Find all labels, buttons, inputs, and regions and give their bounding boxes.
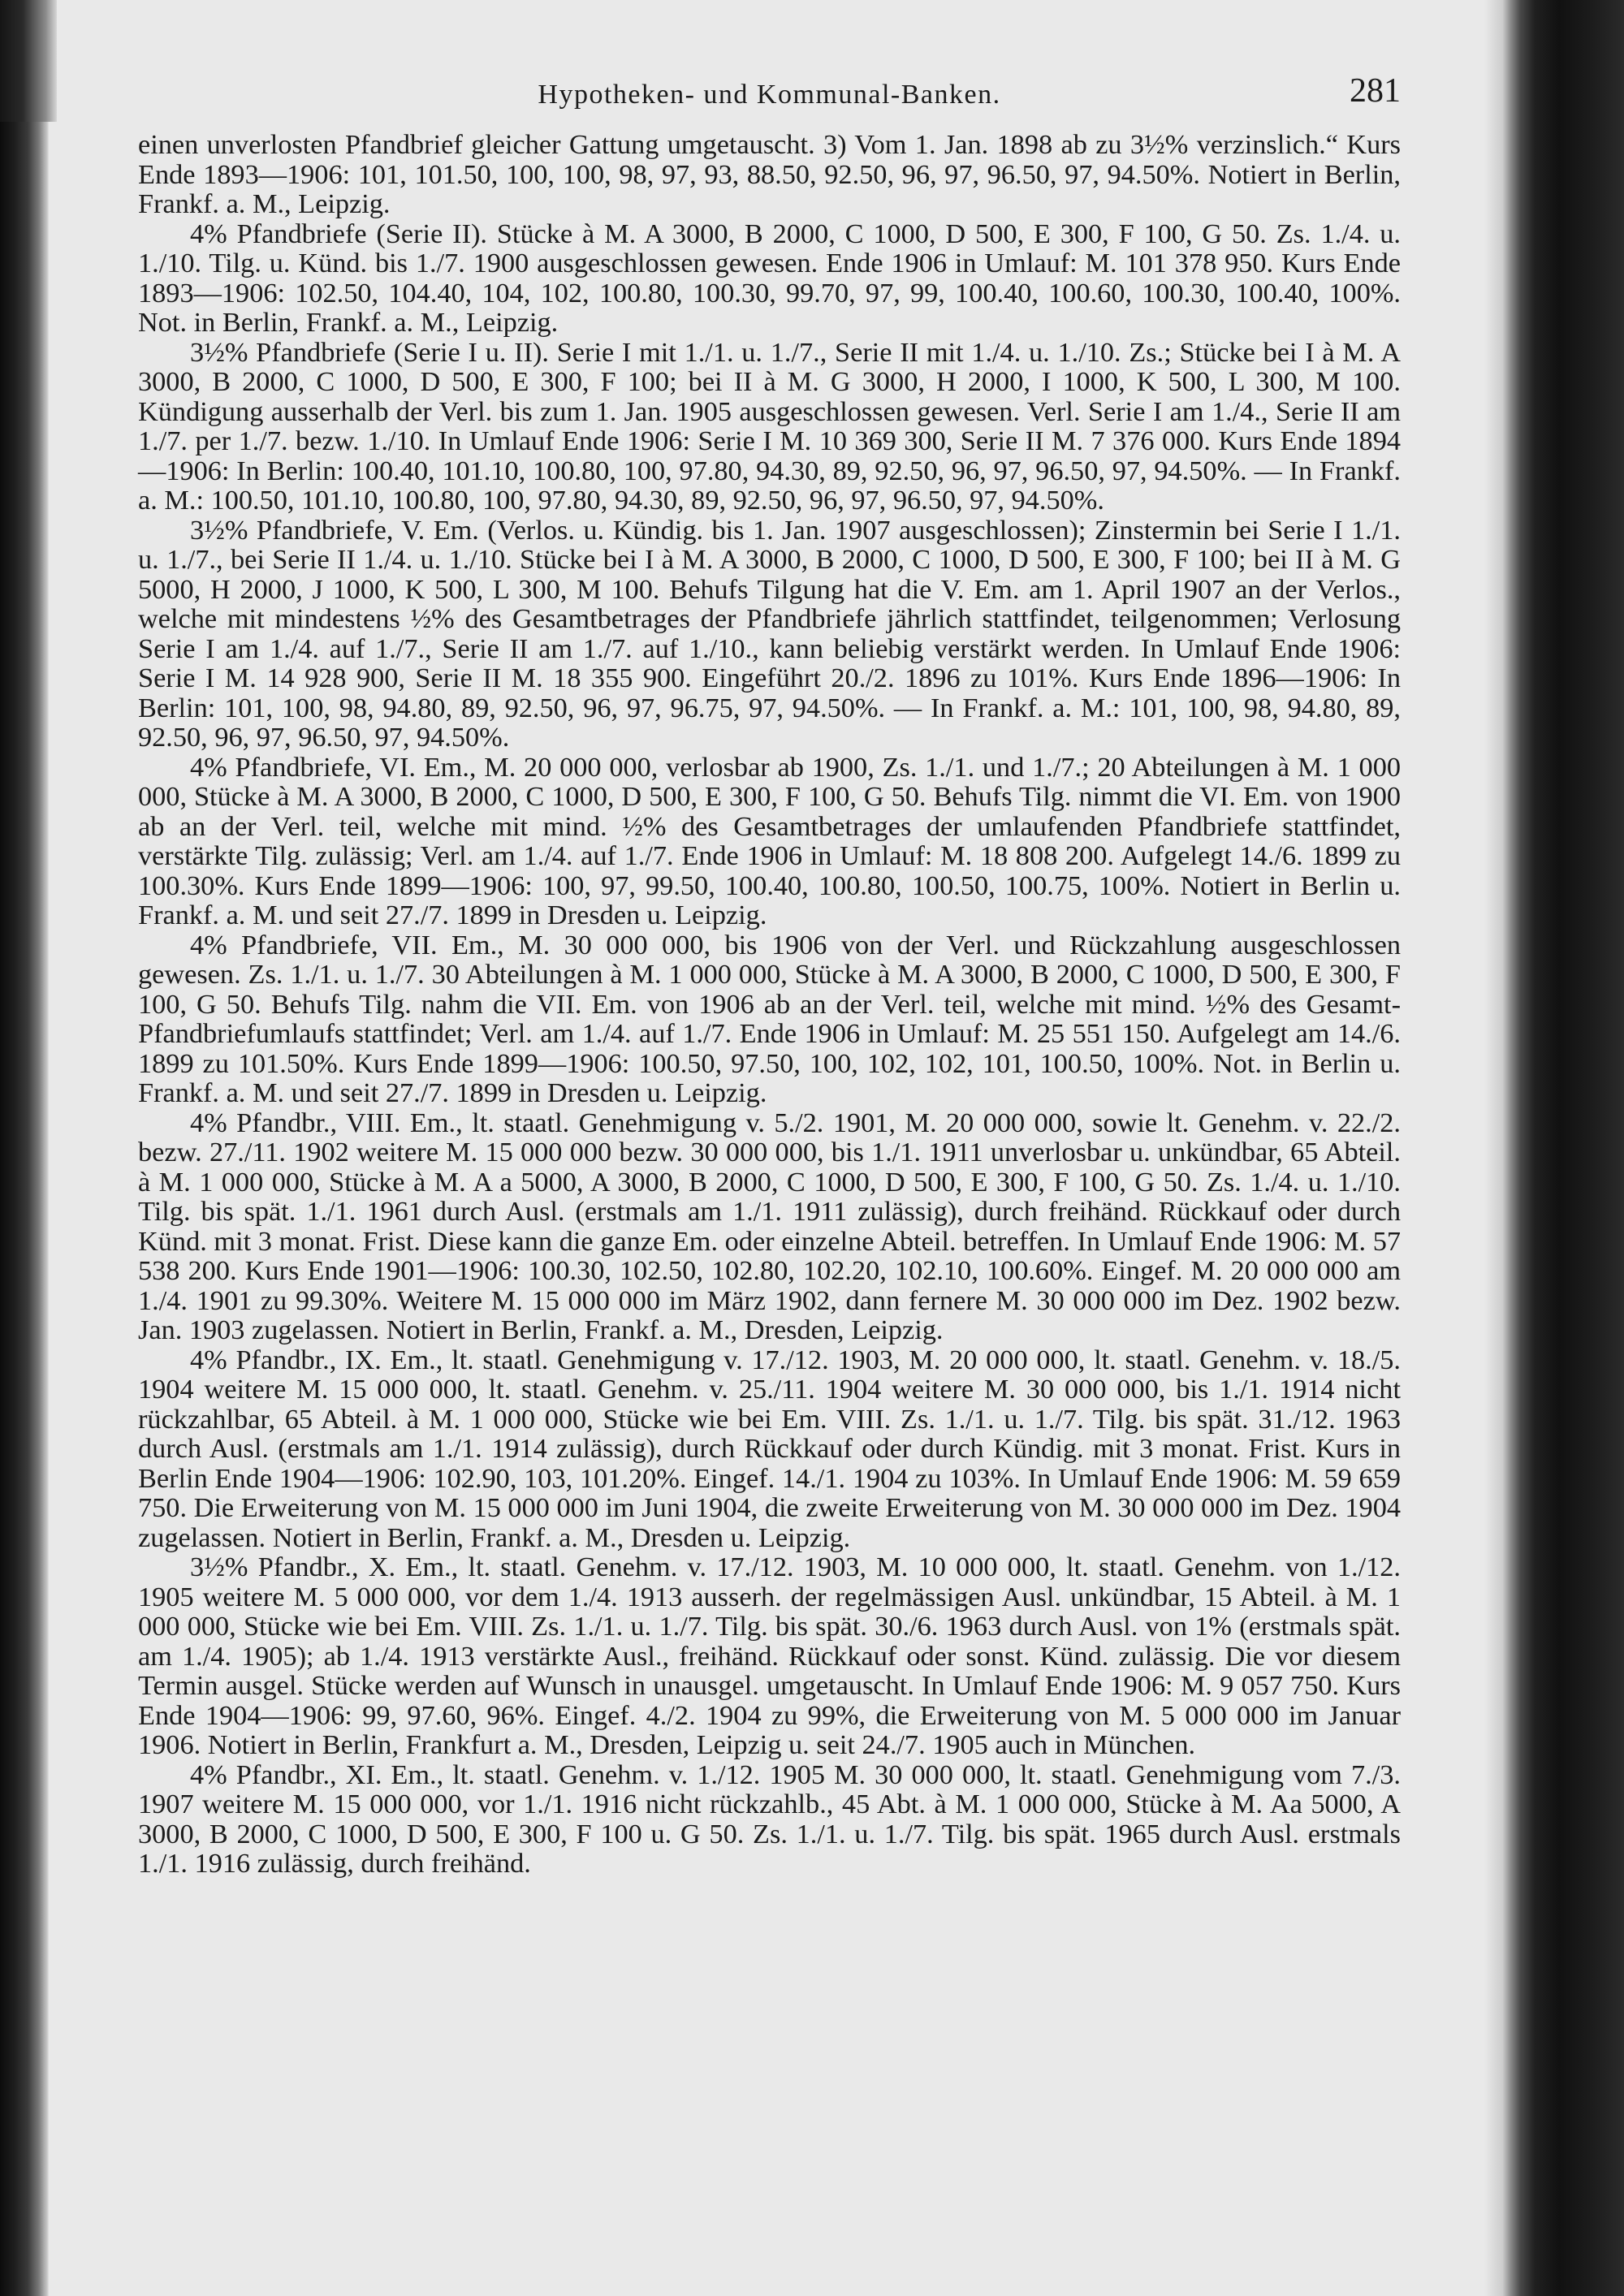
paragraph-pfandbr-em-8: 4% Pfandbr., VIII. Em., lt. staatl. Genehmigung v. 5./2. 1901, M. 20 000 000, sowie lt. Genehm. v. 22./2. bezw. 27./11. 1902 weitere M. 15 000 000 bezw. 30 000 000, bis 1./1. 1911 unverlosbar u. unkündbar, 65 Abteil. à M. 1 000 000, Stücke à M. A a 5000, A 3000, B 2000, C 1000, D 500, E 300, F 100, G 50. Zs. 1./4. u. 1./10. Tilg. bis spät. 1./1. 1961 durch Ausl. (erstmals am 1./1. 1911 zulässig), durch freihänd. Rückkauf oder durch Künd. mit 3 monat. Frist. Diese kann die ganze Em. oder einzelne Abteil. betreffen. In Umlauf Ende 1906: M. 57 538 200. Kurs Ende 1901—1906: 100.30, 102.50, 102.80, 102.20, 102.10, 100.60%. Eingef. M. 20 000 000 am 1./4. 1901 zu 99.30%. Weitere M. 15 000 000 im März 1902, dann fernere M. 30 000 000 im Dez. 1902 bezw. Jan. 1903 zugelassen. Notiert in Berlin, Frankf. a. M., Dresden, Leipzig. [138, 1107, 1401, 1345]
body-text [138, 130, 1401, 1879]
paragraph-pfandbriefe-serie-2: 4% Pfandbriefe (Serie II). Stücke à M. A 3000, B 2000, C 1000, D 500, E 300, F 100, G 50. Zs. 1./4. u. 1./10. Tilg. u. Künd. bis 1./7. 1900 ausgeschlossen gewesen. Ende 1906 in Umlauf: M. 101 378 950. Kurs Ende 1893—1906: 102.50, 104.40, 104, 102, 100.80, 100.30, 99.70, 97, 99, 100.40, 100.60, 100.30, 100.40, 100%. Not. in Berlin, Frankf. a. M., Leipzig. [138, 218, 1401, 338]
binding-shadow-right [1502, 0, 1624, 2296]
page-number: 281 [1350, 72, 1401, 110]
paragraph-continuation: einen unverlosten Pfandbrief gleicher Gattung umgetauscht. 3) Vom 1. Jan. 1898 ab zu 3½% verzinslich.“ Kurs Ende 1893—1906: 101, 101.50, 100, 100, 98, 97, 93, 88.50, 92.50, 96, 97, 96.50, 97, 94.50%. Notiert in Berlin, Frankf. a. M., Leipzig. [138, 129, 1401, 219]
paragraph-pfandbriefe-em-7: 4% Pfandbriefe, VII. Em., M. 30 000 000, bis 1906 von der Verl. und Rückzahlung ausgeschlossen gewesen. Zs. 1./1. u. 1./7. 30 Abteilungen à M. 1 000 000, Stücke à M. A 3000, B 2000, C 1000, D 500, E 300, F 100, G 50. Behufs Tilg. nahm die VII. Em. von 1906 ab an der Verl. teil, welche mit mind. ½% des Gesamt-Pfandbriefumlaufs stattfindet; Verl. am 1./4. auf 1./7. Ende 1906 in Umlauf: M. 25 551 150. Aufgelegt am 14./6. 1899 zu 101.50%. Kurs Ende 1899—1906: 100.50, 97.50, 100, 102, 102, 101, 100.50, 100%. Not. in Berlin u. Frankf. a. M. und seit 27./7. 1899 in Dresden u. Leipzig. [138, 929, 1401, 1108]
paragraph-pfandbriefe-serie-1-2: 3½% Pfandbriefe (Serie I u. II). Serie I mit 1./1. u. 1./7., Serie II mit 1./4. u. 1./10. Zs.; Stücke bei I à M. A 3000, B 2000, C 1000, D 500, E 300, F 100; bei II à M. G 3000, H 2000, I 1000, K 500, L 300, M 100. Kündigung ausserhalb der Verl. bis zum 1. Jan. 1905 ausgeschlossen gewesen. Verl. Serie I am 1./4., Serie II am 1./7. per 1./7. bezw. 1./10. In Umlauf Ende 1906: Serie I M. 10 369 300, Serie II M. 7 376 000. Kurs Ende 1894—1906: In Berlin: 100.40, 101.10, 100.80, 100, 97.80, 94.30, 89, 92.50, 96, 97, 96.50, 97, 94.50%. — In Frankf. a. M.: 100.50, 101.10, 100.80, 100, 97.80, 94.30, 89, 92.50, 96, 97, 96.50, 97, 94.50%. [138, 336, 1401, 516]
running-title: Hypotheken- und Kommunal-Banken. [538, 80, 1001, 110]
page-content [138, 63, 1401, 1879]
paragraph-pfandbr-em-10: 3½% Pfandbr., X. Em., lt. staatl. Genehm. v. 17./12. 1903, M. 10 000 000, lt. staatl. Genehm. von 1./12. 1905 weitere M. 5 000 000, vor dem 1./4. 1913 ausserh. der regelmässigen Ausl. unkündbar, 15 Abteil. à M. 1 000 000, Stücke wie bei Em. VIII. Zs. 1./1. u. 1./7. Tilg. bis spät. 30./6. 1963 durch Ausl. von 1% (erstmals spät. am 1./4. 1905); ab 1./4. 1913 verstärkte Ausl., freihänd. Rückkauf oder sonst. Künd. zulässig. Die vor diesem Termin ausgel. Stücke werden auf Wunsch in unausgel. umgetauscht. In Umlauf Ende 1906: M. 9 057 750. Kurs Ende 1904—1906: 99, 97.60, 96%. Eingef. 4./2. 1904 zu 99%, die Erweiterung von M. 5 000 000 im Januar 1906. Notiert in Berlin, Frankfurt a. M., Dresden, Leipzig u. seit 24./7. 1905 auch in München. [138, 1552, 1401, 1760]
torn-corner [0, 0, 57, 122]
binding-shadow-left [0, 0, 49, 2296]
running-head [138, 63, 1401, 130]
paragraph-pfandbriefe-em-5: 3½% Pfandbriefe, V. Em. (Verlos. u. Kündig. bis 1. Jan. 1907 ausgeschlossen); Zinstermin bei Serie I 1./1. u. 1./7., bei Serie II 1./4. u. 1./10. Stücke bei I à M. A 3000, B 2000, C 1000, D 500, E 300, F 100; bei II à M. G 5000, H 2000, J 1000, K 500, L 300, M 100. Behufs Tilgung hat die V. Em. am 1. April 1907 an der Verlos., welche mit mindestens ½% des Gesamtbetrages der Pfandbriefe jährlich stattfindet, teilgenommen; Verlosung Serie I am 1./4. auf 1./7., Serie II am 1./7. auf 1./10., kann beliebig verstärkt werden. In Umlauf Ende 1906: Serie I M. 14 928 900, Serie II M. 18 355 900. Eingeführt 20./2. 1896 zu 101%. Kurs Ende 1896—1906: In Berlin: 101, 100, 98, 94.80, 89, 92.50, 96, 97, 96.75, 97, 94.50%. — In Frankf. a. M.: 101, 100, 98, 94.80, 89, 92.50, 96, 97, 96.50, 97, 94.50%. [138, 514, 1401, 753]
paragraph-pfandbriefe-em-6: 4% Pfandbriefe, VI. Em., M. 20 000 000, verlosbar ab 1900, Zs. 1./1. und 1./7.; 20 Abteilungen à M. 1 000 000, Stücke à M. A 3000, B 2000, C 1000, D 500, E 300, F 100, G 50. Behufs Tilg. nimmt die VI. Em. von 1900 ab an der Verl. teil, welche mit mind. ½% des Gesamtbetrages der umlaufenden Pfandbriefe stattfindet, verstärkte Tilg. zulässig; Verl. am 1./4. auf 1./7. Ende 1906 in Umlauf: M. 18 808 200. Aufgelegt 14./6. 1899 zu 100.30%. Kurs Ende 1899—1906: 100, 97, 99.50, 100.40, 100.80, 100.50, 100.75, 100%. Notiert in Berlin u. Frankf. a. M. und seit 27./7. 1899 in Dresden u. Leipzig. [138, 751, 1401, 930]
paragraph-pfandbr-em-9: 4% Pfandbr., IX. Em., lt. staatl. Genehmigung v. 17./12. 1903, M. 20 000 000, lt. staatl. Genehm. v. 18./5. 1904 weitere M. 15 000 000, lt. staatl. Genehm. v. 25./11. 1904 weitere M. 30 000 000, bis 1./1. 1914 nicht rückzahlbar, 65 Abteil. à M. 1 000 000, Stücke wie bei Em. VIII. Zs. 1./1. u. 1./7. Tilg. bis spät. 31./12. 1963 durch Ausl. (erstmals am 1./1. 1914 zulässig), durch Rückkauf oder durch Kündig. mit 3 monat. Frist. Kurs in Berlin Ende 1904—1906: 102.90, 103, 101.20%. Eingef. 14./1. 1904 zu 103%. In Umlauf Ende 1906: M. 59 659 750. Die Erweiterung von M. 15 000 000 im Juni 1904, die zweite Erweiterung von M. 30 000 000 im Dez. 1904 zugelassen. Notiert in Berlin, Frankf. a. M., Dresden u. Leipzig. [138, 1344, 1401, 1553]
paragraph-pfandbr-em-11: 4% Pfandbr., XI. Em., lt. staatl. Genehm. v. 1./12. 1905 M. 30 000 000, lt. staatl. Genehmigung vom 7./3. 1907 weitere M. 15 000 000, vor 1./1. 1916 nicht rückzahlb., 45 Abt. à M. 1 000 000, Stücke à M. Aa 5000, A 3000, B 2000, C 1000, D 500, E 300, F 100 u. G 50. Zs. 1./1. u. 1./7. Tilg. bis spät. 1965 durch Ausl. erstmals 1./1. 1916 zulässig, durch freihänd. [138, 1759, 1401, 1879]
page-edge-shade [1484, 0, 1502, 2296]
